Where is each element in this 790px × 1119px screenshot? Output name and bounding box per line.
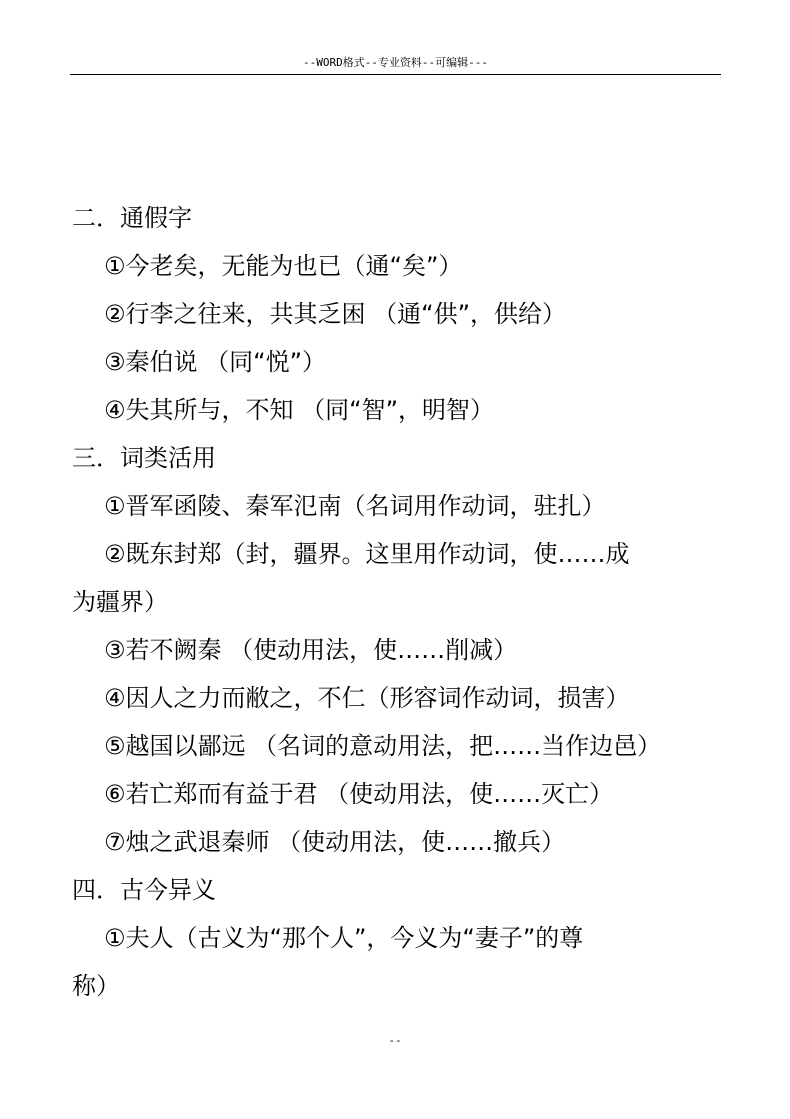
list-item: ①晋军函陵、秦军氾南（名词用作动词，驻扎） (104, 492, 606, 520)
list-item: ⑦烛之武退秦师 （使动用法，使……撤兵） (104, 828, 566, 856)
page-footer: -- (388, 1034, 402, 1047)
section-heading: 二．通假字 (72, 204, 192, 232)
list-item: ④因人之力而敝之，不仁（形容词作动词，损害） (104, 684, 630, 712)
list-item: ④失其所与，不知 （同“智”，明智） (104, 396, 495, 424)
list-item: ③秦伯说 （同“悦”） (104, 348, 327, 376)
list-item: ①夫人（古义为“那个人”，今义为“妻子”的尊 (104, 924, 584, 952)
list-item: ①今老矣，无能为也已（通“矣”） (104, 252, 463, 280)
section-heading: 三．词类活用 (72, 444, 216, 472)
list-item: ⑥若亡郑而有益于君 （使动用法，使……灭亡） (104, 780, 614, 808)
list-item-continuation: 称） (72, 972, 120, 1000)
list-item: ⑤越国以鄙远 （名词的意动用法，把……当作边邑） (104, 732, 662, 760)
list-item: ②既东封郑（封，疆界。这里用作动词，使……成 (104, 540, 630, 568)
page-header: --WORD格式--专业资料--可编辑--- (70, 56, 721, 75)
list-item-continuation: 为疆界） (72, 588, 168, 616)
section-heading: 四．古今异义 (72, 876, 216, 904)
list-item: ②行李之往来，共其乏困 （通“供”，供给） (104, 300, 567, 328)
list-item: ③若不阙秦 （使动用法，使……削减） (104, 636, 518, 664)
document-body (72, 194, 752, 1010)
